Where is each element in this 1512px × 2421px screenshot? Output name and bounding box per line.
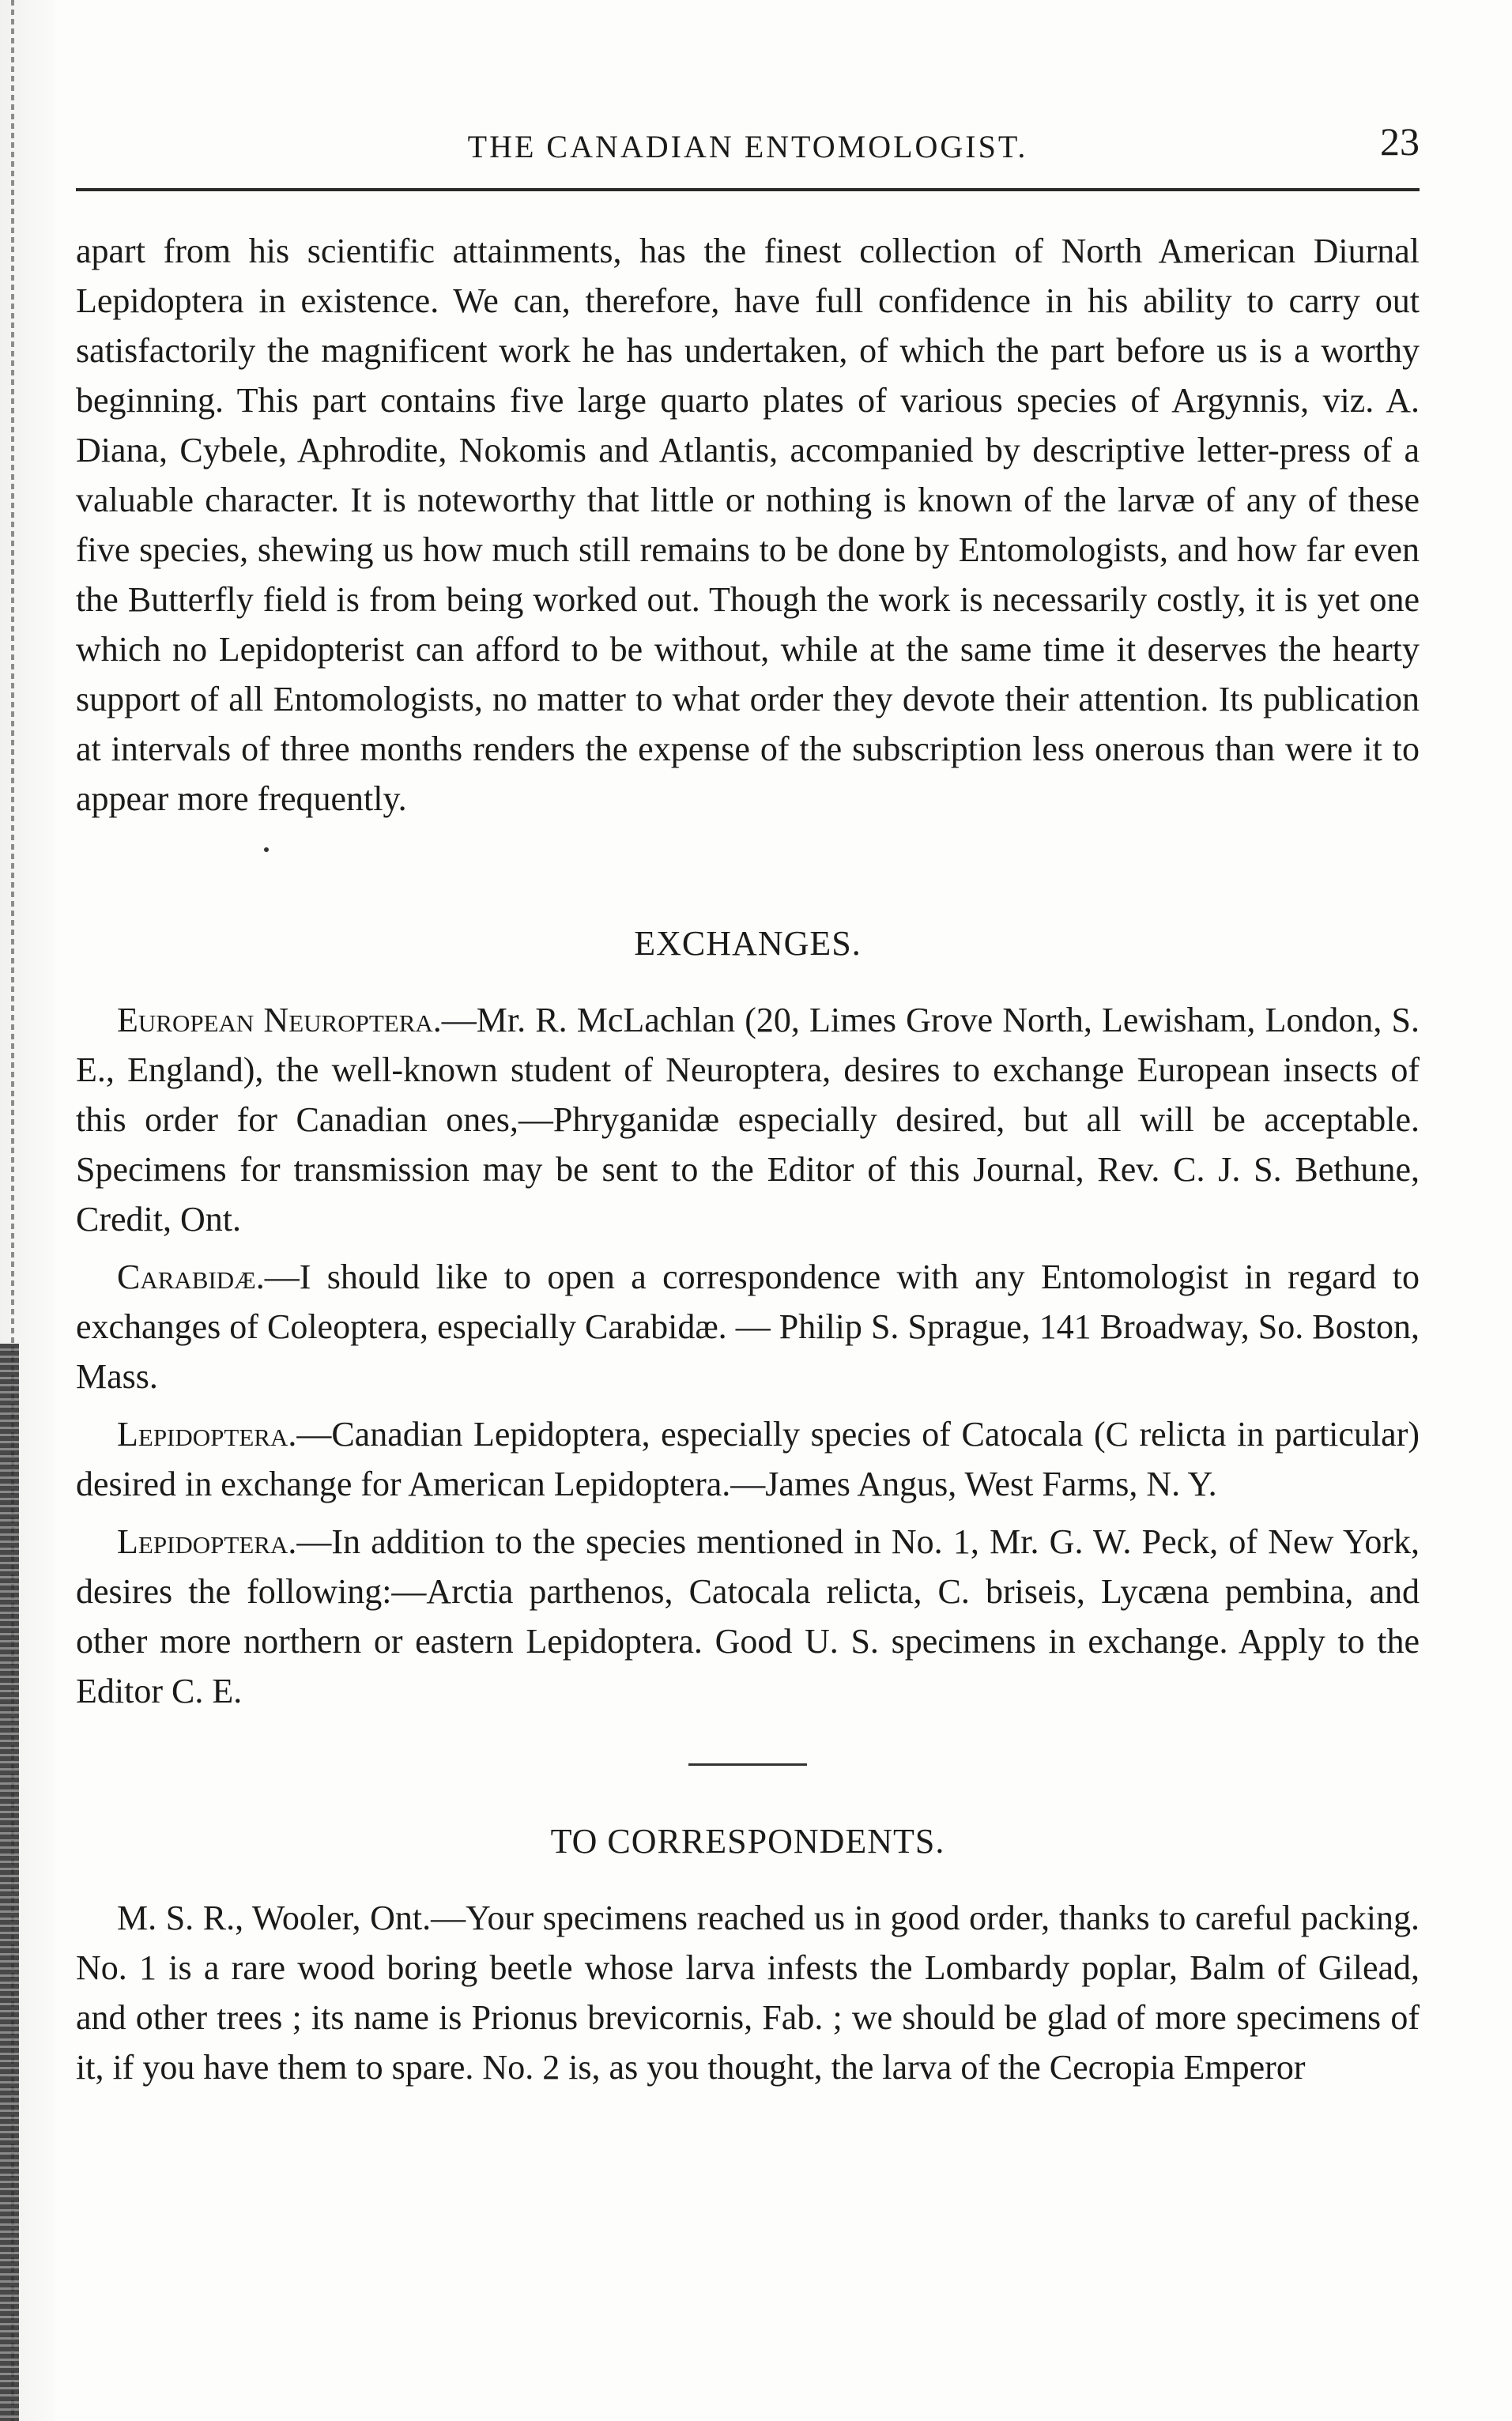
exchange-item — [76, 995, 1420, 1244]
section-divider — [688, 1763, 807, 1766]
running-head — [76, 119, 1420, 182]
exchange-item-text: —I should like to open a correspondence with any Entomologist in regard to exchanges of Coleoptera, especially Carabidæ. — Philip S. Sprague, 141 Broadway, So. Boston, Mass. — [76, 1258, 1420, 1396]
exchange-item-label: European Neuroptera. — [117, 1001, 442, 1039]
exchange-item — [76, 1517, 1420, 1716]
section-title-correspondents: TO CORRESPONDENTS. — [550, 1822, 945, 1861]
intro-paragraph: apart from his scientific attainments, has the finest collection of North American Diurnal Lepidoptera in existence. We can, therefore, have full confidence in his ability to carry out satisfactorily the magnificent work he has undertaken, of which the part before us is a worthy beginning. This part contains five large quarto plates of various species of Argynnis, viz. A. Diana, Cybele, Aphrodite, Nokomis and Atlantis, accompanied by descriptive letter-press of a valuable character. It is noteworthy that little or nothing is known of the larvæ of any of these five species, shewing us how much still remains to be done by Entomologists, and how far even the Butterfly field is from being worked out. Though the work is necessarily costly, it is yet one which no Lepidopterist can afford to be without, while at the same time it deserves the hearty support of all Entomologists, no matter to what order they devote their attention. Its publication at intervals of three months renders the expense of the subscription less onerous than were it to appear more frequently. — [76, 232, 1420, 818]
exchange-item-text: —Mr. R. McLachlan (20, Limes Grove North, Lewisham, London, S. E., England), the well-known student of Neuroptera, desires to exchange European insects of this order for Canadian ones,—Phryganidæ especially desired, but all will be acceptable. Specimens for transmission may be sent to the Editor of this Journal, Rev. C. J. S. Bethune, Credit, Ont. — [76, 1001, 1420, 1239]
correspondent-label: M. S. R., Wooler, Ont. — [117, 1899, 432, 1937]
exchange-item-text: —Canadian Lepidoptera, especially species of Catocala (C relicta in particular) desired in exchange for American Lepidoptera.—James Angus, West Farms, N. Y. — [76, 1415, 1420, 1503]
section-title-exchanges: EXCHANGES. — [634, 924, 862, 963]
printer-mark — [264, 847, 269, 852]
exchange-item-label: Carabidæ. — [117, 1258, 265, 1296]
page-binding-edge — [0, 0, 55, 2421]
exchange-item-label: Lepidoptera. — [117, 1415, 297, 1454]
journal-page — [76, 119, 1420, 2092]
exchange-item-text: —In addition to the species mentioned in No. 1, Mr. G. W. Peck, of New York, desires the following:—Arctia parthenos, Catocala relicta, C. briseis, Lycæna pembina, and other more northern or eastern Lepidoptera. Good U. S. specimens in exchange. Apply to the Editor C. E. — [76, 1522, 1420, 1710]
binding-shadow — [0, 1344, 19, 2421]
correspondent-paragraph — [76, 1893, 1420, 2092]
running-title: THE CANADIAN ENTOMOLOGIST. — [467, 129, 1028, 164]
exchange-item — [76, 1252, 1420, 1401]
header-rule — [76, 188, 1420, 191]
exchange-item-label: Lepidoptera. — [117, 1522, 297, 1561]
exchange-item — [76, 1409, 1420, 1509]
page-number: 23 — [1380, 119, 1420, 164]
correspondent-text: —Your specimens reached us in good order, thanks to careful packing. No. 1 is a rare wood boring beetle whose larva infests the Lombardy poplar, Balm of Gilead, and other trees ; its name is Prionus brevicornis, Fab. ; we should be glad of more specimens of it, if you have them to spare. No. 2 is, as you thought, the larva of the Cecropia Emperor — [76, 1899, 1420, 2087]
